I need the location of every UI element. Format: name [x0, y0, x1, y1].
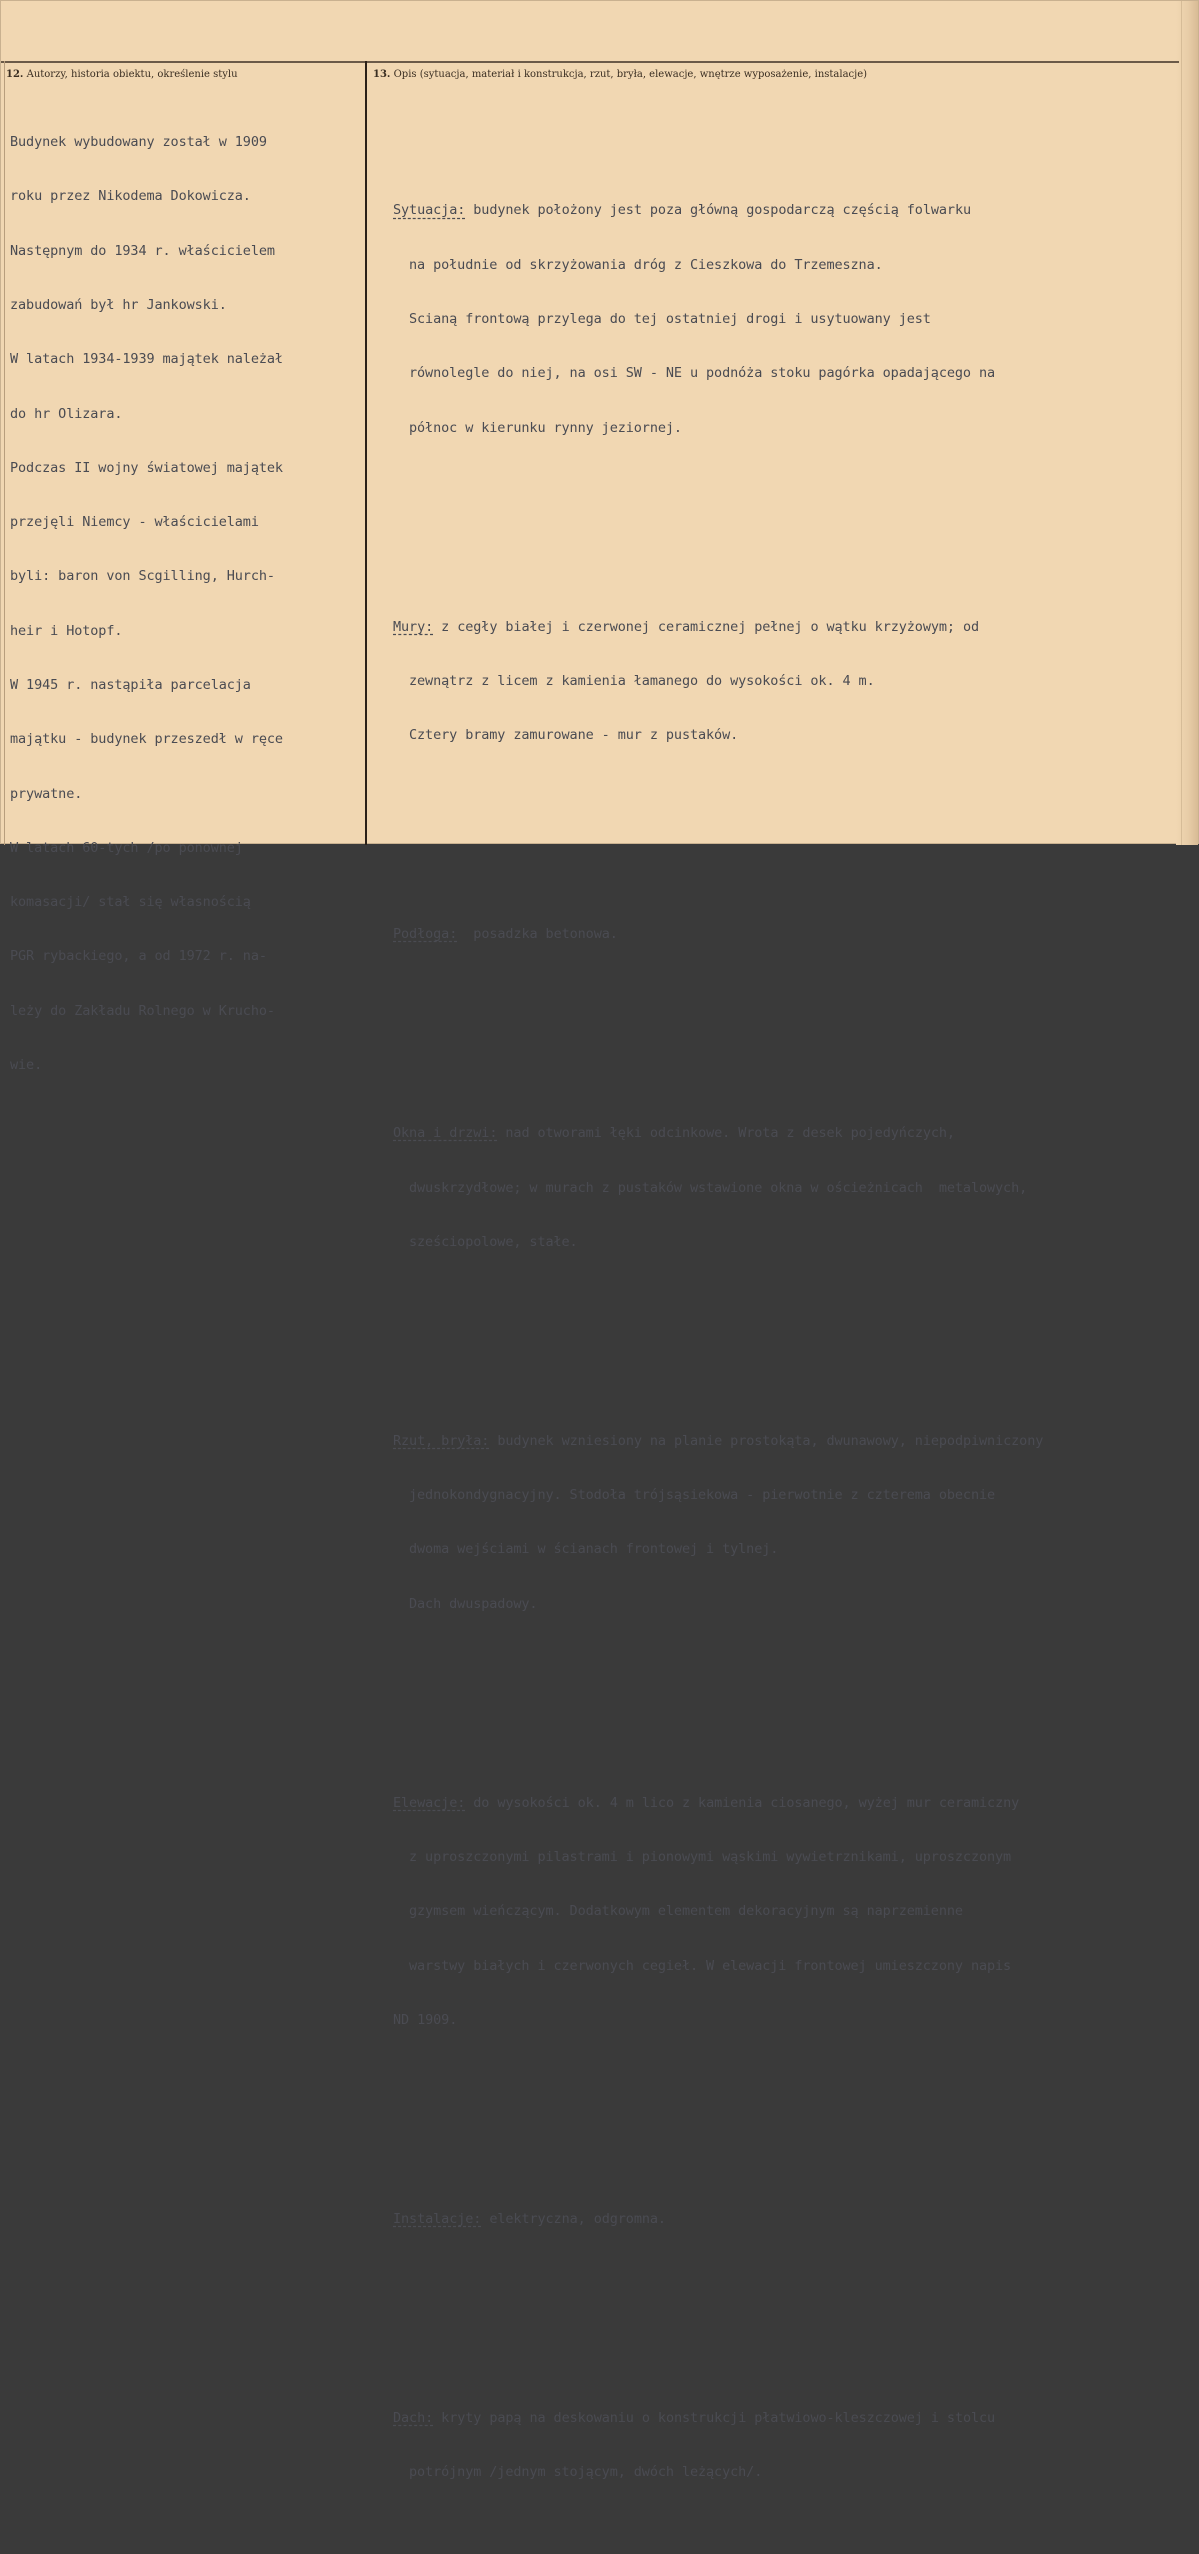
plan-mass-line: budynek wzniesiony na planie prostokąta, dwunawowy, niepodpiwniczony: [489, 1432, 1044, 1449]
section-floor: [393, 889, 1043, 979]
history-line: Podczas II wojny światowej majątek: [10, 459, 283, 476]
situation-line: Scianą frontową przylega do tej ostatniej drogi i usytuowany jest: [409, 311, 931, 328]
elevations-line: do wysokości ok. 4 m lico z kamienia ciosanego, wyżej mur ceramiczny: [465, 1794, 1020, 1811]
history-text: [10, 97, 283, 1110]
history-line: do hr Olizara.: [10, 405, 123, 422]
plan-mass-label: Rzut, bryła:: [393, 1432, 490, 1449]
roof-label: Dach:: [393, 2409, 434, 2426]
situation-line: północ w kierunku rynny jeziornej.: [409, 419, 682, 436]
plan-mass-line: Dach dwuspadowy.: [409, 1595, 538, 1612]
situation-label: Sytuacja:: [393, 202, 466, 219]
header-rule: [1, 61, 1179, 63]
walls-line: z cegły białej i czerwonej ceramicznej pełnej o wątku krzyżowym; od: [433, 618, 980, 635]
roof-line: potrójnym /jednym stojącym, dwóch leżących/.: [409, 2464, 763, 2481]
elevations-line: warstwy białych i czerwonych cegieł. W elewacji frontowej umieszczony napis: [409, 1957, 1012, 1974]
history-line: przejęli Niemcy - właścicielami: [10, 514, 259, 531]
elevations-line: gzymsem wieńczącym. Dodatkowym elementem dekoracyjnym są naprzemienne: [409, 1903, 963, 1920]
elevations-line: z uproszczonymi pilastrami i pionowymi wąskimi wywietrznikami, uproszczonym: [409, 1849, 1012, 1865]
plan-mass-line: dwoma wejściami w ścianach frontowej i tylnej.: [409, 1541, 779, 1558]
section-12-title: Autorzy, historia obiektu, określenie stylu: [26, 69, 238, 80]
roof-line: kryty papą na deskowaniu o konstrukcji płatwiowo-kleszczowej i stolcu: [433, 2409, 996, 2426]
history-line: majątku - budynek przeszedł w ręce: [10, 731, 283, 748]
section-13-title: Opis (sytuacja, materiał i konstrukcja, rzut, bryła, elewacje, wnętrze wyposażenie, instalacje): [393, 69, 868, 80]
windows-doors-line: dwuskrzydłowe; w murach z pustaków wstawione okna w ościeżnicach metalowych,: [409, 1179, 1028, 1196]
section-12-heading: [6, 69, 238, 80]
left-margin-rule: [4, 61, 5, 845]
windows-doors-line: nad otworami łęki odcinkowe. Wrota z desek pojedyńczych,: [497, 1125, 955, 1142]
history-line: komasacji/ stał się własnością: [10, 894, 251, 911]
windows-doors-label: Okna i drzwi:: [393, 1125, 498, 1142]
history-line: zabudowań był hr Jankowski.: [10, 297, 227, 314]
situation-line: budynek położony jest poza główną gospodarczą częścią folwarku: [465, 202, 971, 219]
installations-label: Instalacje:: [393, 2210, 482, 2227]
history-line: leży do Zakładu Rolnego w Krucho-: [10, 1002, 275, 1019]
section-12-number: 12.: [6, 69, 24, 80]
floor-line: posadzka betonowa.: [457, 926, 618, 943]
card-right-edge: [1176, 1, 1198, 845]
walls-line: zewnątrz z licem z kamienia łamanego do wysokości ok. 4 m.: [409, 672, 875, 689]
walls-label: Mury:: [393, 618, 434, 635]
column-divider: [365, 61, 367, 845]
section-installations: [393, 2174, 1043, 2264]
history-line: PGR rybackiego, a od 1972 r. na-: [10, 948, 267, 965]
history-line: W 1945 r. nastąpiła parcelacja: [10, 677, 251, 693]
section-13-number: 13.: [373, 69, 391, 80]
section-elevations: [393, 1758, 1043, 2066]
history-line: Budynek wybudowany został w 1909: [10, 134, 267, 151]
history-line: wie.: [10, 1056, 43, 1073]
installations-line: elektryczna, odgromna.: [481, 2210, 666, 2227]
history-line: heir i Hotopf.: [10, 622, 123, 639]
elevations-line: ND 1909.: [393, 2011, 458, 2028]
description-text: [393, 111, 1043, 2554]
section-situation: [393, 165, 1043, 473]
section-13-heading: [373, 69, 867, 80]
windows-doors-line: sześciopolowe, stałe.: [409, 1233, 578, 1250]
plan-mass-line: jednokondygnacyjny. Stodoła trójsąsiekowa - pierwotnie z czterema obecnie: [409, 1487, 996, 1504]
elevations-label: Elewacje:: [393, 1794, 466, 1811]
history-line: roku przez Nikodema Dokowicza.: [10, 188, 251, 205]
history-line: W latach 60-tych /po ponownej: [10, 839, 243, 856]
section-windows-doors: [393, 1088, 1043, 1287]
history-line: Następnym do 1934 r. właścicielem: [10, 242, 275, 259]
situation-line: równolegle do niej, na osi SW - NE u podnóża stoku pagórka opadającego na: [409, 365, 996, 382]
section-roof: [393, 2373, 1043, 2518]
history-line: byli: baron von Scgilling, Hurch-: [10, 568, 275, 585]
section-plan-mass: [393, 1396, 1043, 1649]
history-line: prywatne.: [10, 785, 83, 802]
situation-line: na południe od skrzyżowania dróg z Cieszkowa do Trzemeszna.: [409, 256, 883, 273]
history-line: W latach 1934-1939 majątek należał: [10, 351, 283, 368]
section-walls: [393, 581, 1043, 780]
walls-line: Cztery bramy zamurowane - mur z pustaków.: [409, 727, 739, 744]
floor-label: Podłoga:: [393, 926, 458, 943]
